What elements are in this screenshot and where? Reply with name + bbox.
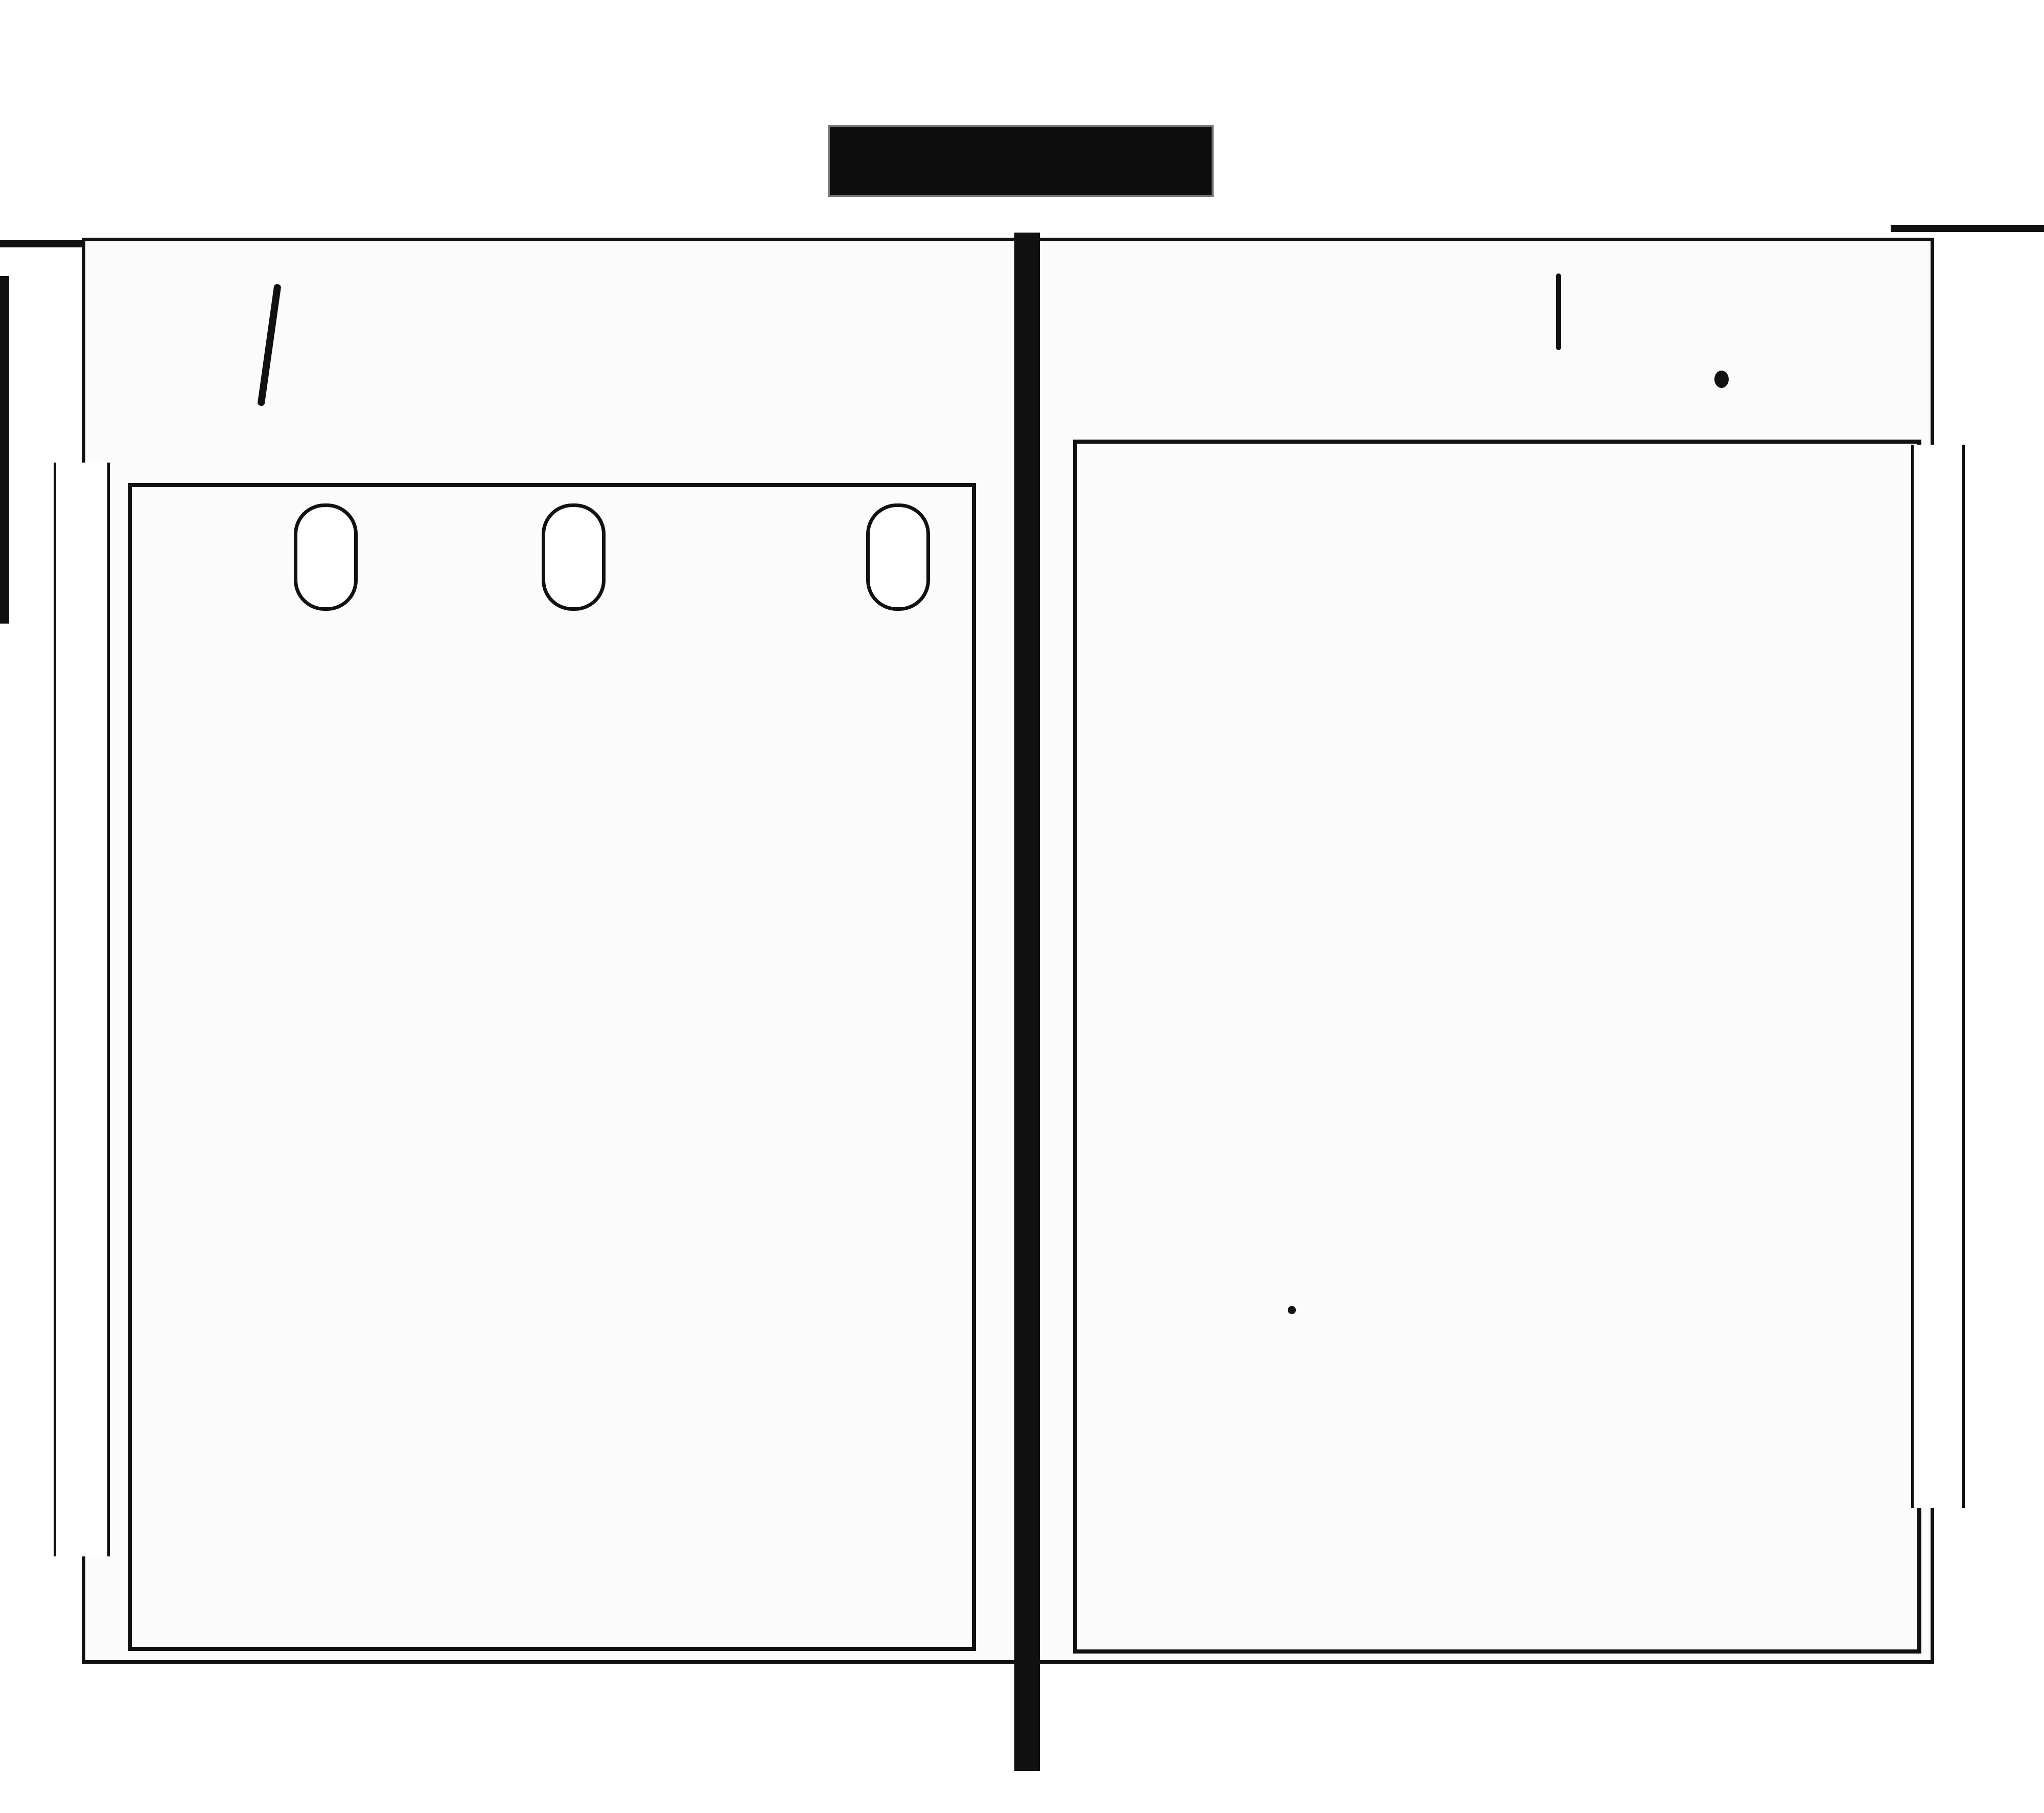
book-spine <box>1014 233 1040 1771</box>
section-badge-three <box>866 503 930 611</box>
top-rule-right <box>1891 225 2044 232</box>
left-edge-rule <box>0 276 9 624</box>
right-text-frame <box>1073 440 1921 1654</box>
right-margin-strip <box>1911 445 1965 1508</box>
ink-mark-2 <box>1714 371 1729 388</box>
left-margin-strip <box>54 463 110 1556</box>
reel-number-plate <box>828 125 1214 197</box>
ink-mark-3 <box>1556 273 1561 350</box>
ink-mark-4 <box>1288 1306 1296 1314</box>
section-badge-four <box>542 503 606 611</box>
left-text-frame <box>128 483 976 1651</box>
section-badge-five <box>294 503 358 611</box>
